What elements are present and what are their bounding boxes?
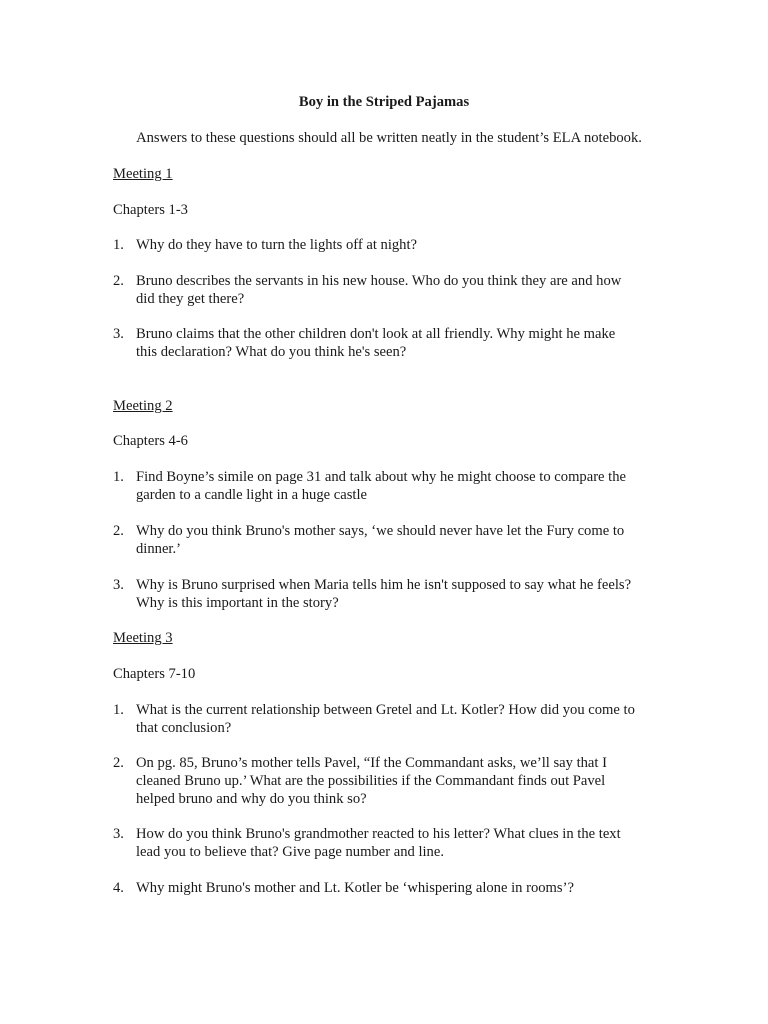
question-number: 3. [113,326,124,342]
question-number: 3. [113,826,124,842]
question-line: garden to a candle light in a huge castle [136,487,367,503]
question-text [136,468,658,504]
question-line: that conclusion? [136,720,232,736]
question-text [136,701,658,737]
question-line: cleaned Bruno up.’ What are the possibilities if the Commandant finds out Pavel [136,773,606,789]
question-number: 1. [113,237,124,253]
question-line: Bruno describes the servants in his new house. Who do you think they are and how [136,273,622,289]
document-title: Boy in the Striped Pajamas [298,94,470,110]
question-line: did they get there? [136,291,245,307]
question-line: Find Boyne’s simile on page 31 and talk about why he might choose to compare the [136,469,627,485]
question-line: Why do they have to turn the lights off at night? [136,237,418,253]
meeting-heading: Meeting 2 [113,398,173,414]
question-number: 2. [113,755,124,771]
question-line: Why is this important in the story? [136,595,339,611]
question-number: 4. [113,880,124,896]
question-item [113,236,658,254]
question-line: this declaration? What do you think he's seen? [136,344,407,360]
question-item [113,879,658,897]
question-item [113,754,658,808]
question-item [113,325,658,361]
question-line: Why do you think Bruno's mother says, ‘we should never have let the Fury come to [136,523,625,539]
question-text [136,325,658,361]
question-text [136,754,658,808]
question-line: On pg. 85, Bruno’s mother tells Pavel, “If the Commandant asks, we’ll say that I [136,755,607,771]
question-text [136,825,658,861]
chapters-range: Chapters 7-10 [113,666,196,682]
question-line: dinner.’ [136,541,181,557]
question-line: Why might Bruno's mother and Lt. Kotler be ‘whispering alone in rooms’? [136,880,574,896]
question-item [113,522,658,558]
question-text [136,236,658,254]
question-text [136,272,658,308]
question-line: What is the current relationship between Gretel and Lt. Kotler? How did you come to [136,702,635,718]
question-item [113,272,658,308]
question-item [113,576,658,612]
question-text [136,522,658,558]
question-line: lead you to believe that? Give page number and line. [136,844,444,860]
question-number: 3. [113,577,124,593]
question-number: 2. [113,273,124,289]
chapters-range: Chapters 4-6 [113,433,188,449]
instructions-text: Answers to these questions should all be written neatly in the student’s ELA notebook. [136,130,642,146]
question-line: helped bruno and why do you think so? [136,791,367,807]
question-item [113,701,658,737]
question-number: 2. [113,523,124,539]
question-text [136,576,658,612]
question-number: 1. [113,469,124,485]
meeting-heading: Meeting 1 [113,166,173,182]
question-number: 1. [113,702,124,718]
question-item [113,468,658,504]
question-item [113,825,658,861]
question-line: How do you think Bruno's grandmother reacted to his letter? What clues in the text [136,826,621,842]
chapters-range: Chapters 1-3 [113,202,188,218]
question-line: Bruno claims that the other children don't look at all friendly. Why might he make [136,326,616,342]
question-line: Why is Bruno surprised when Maria tells him he isn't supposed to say what he feels? [136,577,632,593]
question-text [136,879,658,897]
meeting-heading: Meeting 3 [113,630,173,646]
